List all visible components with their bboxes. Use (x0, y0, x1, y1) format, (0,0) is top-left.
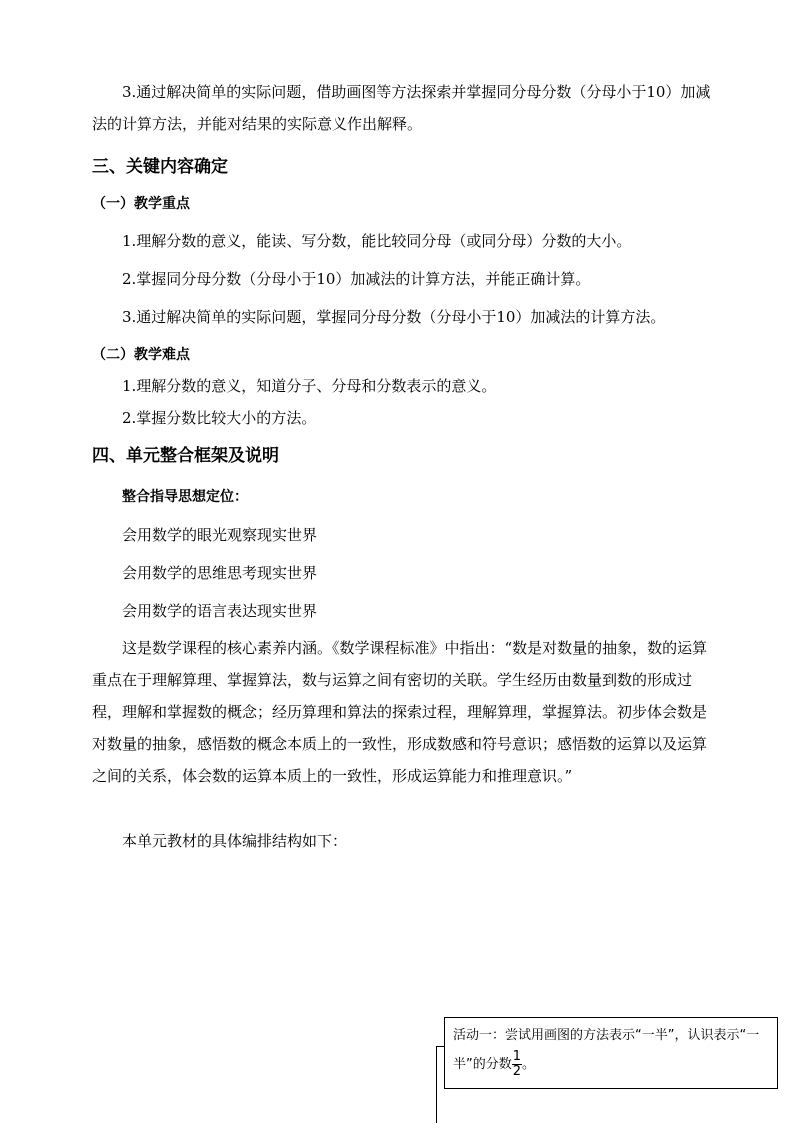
guide-heading: 整合指导思想定位： (122, 489, 248, 505)
guide-line-1: 会用数学的眼光观察现实世界 (122, 526, 318, 544)
structure-connector-vertical (436, 1046, 437, 1123)
guide-line-2: 会用数学的思维思考现实世界 (122, 564, 318, 582)
subheading-key-points: （一）教学重点 (92, 196, 190, 212)
difficult-point-item-1: 1.理解分数的意义，知道分子、分母和分数表示的意义。 (122, 377, 497, 395)
key-point-item-1: 1.理解分数的意义，能读、写分数，能比较同分母（或同分母）分数的大小。 (122, 232, 632, 250)
structure-connector-horizontal (436, 1046, 444, 1047)
key-point-item-3: 3.通过解决简单的实际问题，掌握同分母分数（分母小于10）加减法的计算方法。 (122, 308, 666, 326)
section-heading-framework: 四、单元整合框架及说明 (92, 446, 279, 466)
key-point-item-2: 2.掌握同分母分数（分母小于10）加减法的计算方法，并能正确计算。 (122, 270, 591, 288)
objective-item-3: 3.通过解决简单的实际问题，借助画图等方法探索并掌握同分母分数（分母小于10）加减法的计算方法，并能对结果的实际意义作出解释。 (92, 83, 711, 133)
section-heading-key-content: 三、关键内容确定 (92, 157, 228, 177)
activity-one-text: 活动一：尝试用画图的方法表示“一半”，认识表示“一半”的分数 (453, 1028, 760, 1072)
activity-one-box (444, 1017, 778, 1089)
fraction-denominator: 2 (512, 1064, 522, 1079)
fraction-numerator: 1 (512, 1049, 522, 1064)
core-literacy-paragraph: 这是数学课程的核心素养内涵。《数学课程标准》中指出：“数是对数量的抽象，数的运算重点在于理解算理、掌握算法，数与运算之间有密切的关联。学生经历由数量到数的形成过程，理解和掌握数的概念；经历算理和算法的探索过程，理解算理，掌握算法。初步体会数是对数量的抽象，感悟数的概念本质上的一致性，形成数感和符号意识；感悟数的运算以及运算之间的关系，体会数的运算本质上的一致性，形成运算能力和推理意识。” (92, 639, 708, 785)
structure-intro: 本单元教材的具体编排结构如下： (122, 832, 348, 850)
activity-one-end: 。 (522, 1057, 536, 1072)
one-half-fraction (512, 1050, 522, 1079)
guide-line-3: 会用数学的语言表达现实世界 (122, 602, 318, 620)
difficult-point-item-2: 2.掌握分数比较大小的方法。 (122, 409, 317, 427)
subheading-difficult-points: （二）教学难点 (92, 347, 190, 363)
